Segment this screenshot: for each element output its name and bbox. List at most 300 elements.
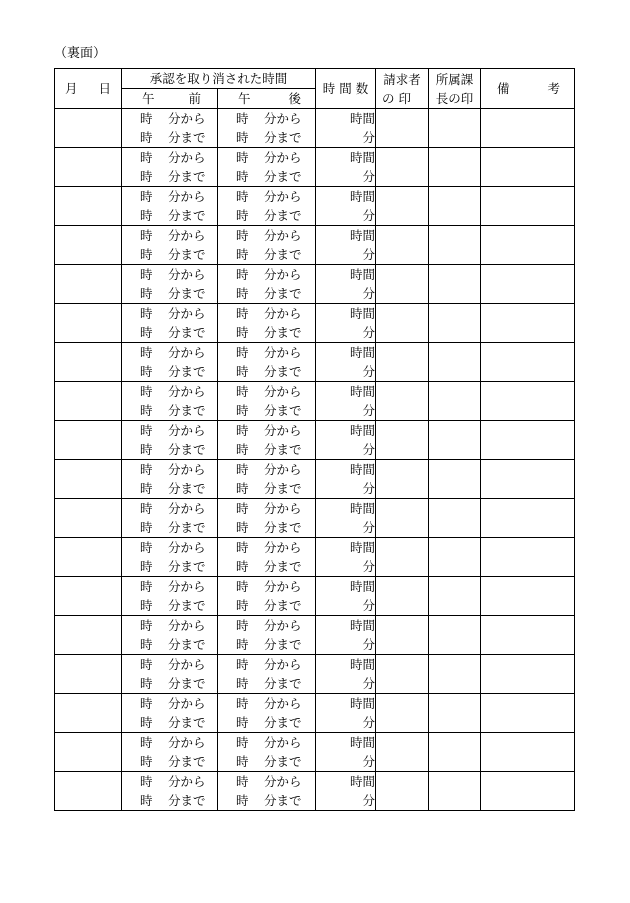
pm-time-cell[interactable] [218, 187, 316, 226]
am-time-cell[interactable] [122, 421, 218, 460]
am-time-cell[interactable] [122, 733, 218, 772]
header-requester-seal-in: 印 [398, 90, 412, 106]
minutes-from-label: 分から [168, 423, 206, 438]
requester-seal-cell[interactable] [376, 304, 429, 343]
time-until-line [218, 596, 315, 615]
hour-label: 時 [236, 774, 249, 789]
requester-seal-cell[interactable] [376, 655, 429, 694]
header-dept-chief-seal-line2: 長の印 [435, 90, 474, 106]
duration-hours-label: 時間 [350, 696, 376, 711]
minutes-until-label: 分まで [264, 481, 302, 496]
hour-label: 時 [140, 462, 153, 477]
header-date-day: 日 [98, 81, 111, 96]
pm-time-cell[interactable] [218, 109, 316, 148]
duration-hours-label: 時間 [350, 111, 376, 126]
header-cancelled-time: 承認を取り消された時間 [122, 69, 316, 89]
am-time-cell[interactable] [122, 148, 218, 187]
hour-label: 時 [236, 286, 249, 301]
time-until-line [122, 791, 217, 810]
time-from-line [122, 187, 217, 206]
time-until-line [122, 635, 217, 654]
pm-time-cell[interactable] [218, 460, 316, 499]
minutes-until-label: 分まで [264, 247, 302, 262]
am-time-cell[interactable] [122, 538, 218, 577]
minutes-from-label: 分から [264, 189, 302, 204]
time-until-line [218, 245, 315, 264]
requester-seal-cell[interactable] [376, 538, 429, 577]
date-cell[interactable] [55, 655, 122, 694]
time-from-line [122, 499, 217, 518]
time-from-line [122, 226, 217, 245]
duration-cell[interactable] [316, 343, 376, 382]
time-from-line [218, 148, 315, 167]
time-until-line [122, 713, 217, 732]
requester-seal-cell[interactable] [376, 577, 429, 616]
hour-label: 時 [236, 559, 249, 574]
time-from-line [122, 577, 217, 596]
time-until-line [218, 167, 315, 186]
date-cell[interactable] [55, 382, 122, 421]
dept-chief-seal-cell[interactable] [429, 265, 481, 304]
dept-chief-seal-cell[interactable] [429, 148, 481, 187]
remarks-cell[interactable] [481, 499, 575, 538]
duration-minutes-label: 分 [362, 559, 376, 574]
minutes-until-label: 分まで [264, 364, 302, 379]
time-from-line [122, 538, 217, 557]
time-from-line [218, 343, 315, 362]
remarks-cell[interactable] [481, 265, 575, 304]
duration-hours-label: 時間 [350, 774, 376, 789]
time-until-line [122, 440, 217, 459]
hour-label: 時 [140, 403, 153, 418]
minutes-from-label: 分から [264, 423, 302, 438]
time-until-line [122, 128, 217, 147]
duration-minutes-label: 分 [362, 130, 376, 145]
hour-label: 時 [140, 676, 153, 691]
minutes-from-label: 分から [168, 540, 206, 555]
requester-seal-cell[interactable] [376, 460, 429, 499]
dept-chief-seal-cell[interactable] [429, 226, 481, 265]
minutes-until-label: 分まで [264, 715, 302, 730]
minutes-from-label: 分から [168, 618, 206, 633]
minutes-from-label: 分から [168, 579, 206, 594]
hour-label: 時 [236, 169, 249, 184]
time-until-line [122, 518, 217, 537]
duration-minutes-label: 分 [362, 364, 376, 379]
time-from-line [122, 460, 217, 479]
am-time-cell[interactable] [122, 382, 218, 421]
pm-time-cell[interactable] [218, 538, 316, 577]
remarks-cell[interactable] [481, 304, 575, 343]
duration-cell[interactable] [316, 538, 376, 577]
header-remarks-bi: 備 [497, 81, 510, 96]
requester-seal-cell[interactable] [376, 109, 429, 148]
date-cell[interactable] [55, 499, 122, 538]
dept-chief-seal-cell[interactable] [429, 187, 481, 226]
requester-seal-cell[interactable] [376, 382, 429, 421]
time-until-line [122, 752, 217, 771]
pm-time-cell[interactable] [218, 265, 316, 304]
date-cell[interactable] [55, 772, 122, 811]
minutes-from-label: 分から [264, 345, 302, 360]
hour-label: 時 [236, 754, 249, 769]
time-until-line [122, 245, 217, 264]
remarks-cell[interactable] [481, 694, 575, 733]
am-time-cell[interactable] [122, 772, 218, 811]
pm-time-cell[interactable] [218, 421, 316, 460]
duration-cell[interactable] [316, 733, 376, 772]
minutes-until-label: 分まで [168, 793, 206, 808]
minutes-until-label: 分まで [168, 325, 206, 340]
date-cell[interactable] [55, 733, 122, 772]
time-until-line [218, 362, 315, 381]
hour-label: 時 [236, 325, 249, 340]
hour-label: 時 [140, 657, 153, 672]
hour-label: 時 [140, 715, 153, 730]
duration-hours-label: 時間 [350, 345, 376, 360]
time-until-line [218, 518, 315, 537]
dept-chief-seal-cell[interactable] [429, 421, 481, 460]
hour-label: 時 [236, 228, 249, 243]
minutes-until-label: 分まで [264, 793, 302, 808]
duration-cell[interactable] [316, 577, 376, 616]
am-time-cell[interactable] [122, 655, 218, 694]
date-cell[interactable] [55, 421, 122, 460]
time-from-line [218, 772, 315, 791]
minutes-from-label: 分から [168, 462, 206, 477]
time-until-line [122, 401, 217, 420]
duration-hours-label: 時間 [350, 384, 376, 399]
am-time-cell[interactable] [122, 616, 218, 655]
table-row [55, 460, 575, 499]
table-row [55, 499, 575, 538]
minutes-until-label: 分まで [168, 442, 206, 457]
hour-label: 時 [140, 130, 153, 145]
pm-time-cell[interactable] [218, 694, 316, 733]
duration-cell[interactable] [316, 382, 376, 421]
am-time-cell[interactable] [122, 187, 218, 226]
hour-label: 時 [236, 306, 249, 321]
remarks-cell[interactable] [481, 733, 575, 772]
hour-label: 時 [140, 793, 153, 808]
am-time-cell[interactable] [122, 109, 218, 148]
time-until-line [122, 362, 217, 381]
date-cell[interactable] [55, 460, 122, 499]
time-from-line [218, 109, 315, 128]
table-row [55, 772, 575, 811]
remarks-cell[interactable] [481, 109, 575, 148]
remarks-cell[interactable] [481, 382, 575, 421]
pm-time-cell[interactable] [218, 382, 316, 421]
minutes-until-label: 分まで [264, 754, 302, 769]
date-cell[interactable] [55, 694, 122, 733]
hour-label: 時 [140, 208, 153, 223]
time-from-line [218, 733, 315, 752]
remarks-cell[interactable] [481, 187, 575, 226]
am-time-cell[interactable] [122, 694, 218, 733]
duration-hours-label: 時間 [350, 462, 376, 477]
hour-label: 時 [140, 735, 153, 750]
hour-label: 時 [236, 481, 249, 496]
am-time-cell[interactable] [122, 343, 218, 382]
remarks-cell[interactable] [481, 577, 575, 616]
pm-time-cell[interactable] [218, 733, 316, 772]
pm-time-cell[interactable] [218, 148, 316, 187]
remarks-cell[interactable] [481, 460, 575, 499]
remarks-cell[interactable] [481, 421, 575, 460]
hour-label: 時 [140, 286, 153, 301]
time-until-line [122, 674, 217, 693]
dept-chief-seal-cell[interactable] [429, 538, 481, 577]
duration-cell[interactable] [316, 694, 376, 733]
header-hours-count: 時 間 数 [316, 69, 376, 109]
time-from-line [122, 421, 217, 440]
hour-label: 時 [236, 384, 249, 399]
minutes-from-label: 分から [168, 735, 206, 750]
hour-label: 時 [140, 169, 153, 184]
time-from-line [122, 655, 217, 674]
time-from-line [122, 343, 217, 362]
hour-label: 時 [236, 501, 249, 516]
minutes-until-label: 分まで [264, 637, 302, 652]
duration-cell[interactable] [316, 655, 376, 694]
header-remarks-kou: 考 [547, 81, 561, 96]
duration-cell[interactable] [316, 148, 376, 187]
date-cell[interactable] [55, 343, 122, 382]
header-requester-seal [376, 69, 429, 109]
minutes-until-label: 分まで [168, 286, 206, 301]
minutes-until-label: 分まで [168, 520, 206, 535]
hour-label: 時 [140, 189, 153, 204]
dept-chief-seal-cell[interactable] [429, 343, 481, 382]
requester-seal-cell[interactable] [376, 733, 429, 772]
minutes-until-label: 分まで [168, 130, 206, 145]
hour-label: 時 [236, 364, 249, 379]
pm-time-cell[interactable] [218, 655, 316, 694]
hour-label: 時 [140, 111, 153, 126]
requester-seal-cell[interactable] [376, 265, 429, 304]
date-cell[interactable] [55, 538, 122, 577]
header-requester-seal-line2 [376, 89, 428, 108]
date-cell[interactable] [55, 265, 122, 304]
hour-label: 時 [140, 345, 153, 360]
header-remarks [481, 69, 575, 109]
duration-cell[interactable] [316, 421, 376, 460]
duration-hours-label: 時間 [350, 228, 376, 243]
minutes-until-label: 分まで [264, 520, 302, 535]
minutes-from-label: 分から [168, 696, 206, 711]
duration-cell[interactable] [316, 187, 376, 226]
minutes-until-label: 分まで [168, 364, 206, 379]
dept-chief-seal-cell[interactable] [429, 460, 481, 499]
duration-cell[interactable] [316, 772, 376, 811]
duration-minutes-label: 分 [362, 403, 376, 418]
dept-chief-seal-cell[interactable] [429, 694, 481, 733]
pm-time-cell[interactable] [218, 577, 316, 616]
duration-cell[interactable] [316, 109, 376, 148]
hour-label: 時 [236, 637, 249, 652]
hour-label: 時 [140, 696, 153, 711]
hour-label: 時 [236, 676, 249, 691]
minutes-until-label: 分まで [264, 325, 302, 340]
time-until-line [122, 479, 217, 498]
minutes-from-label: 分から [264, 267, 302, 282]
date-cell[interactable] [55, 226, 122, 265]
pm-time-cell[interactable] [218, 304, 316, 343]
remarks-cell[interactable] [481, 538, 575, 577]
header-dept-chief-seal-line1: 所属課 [435, 71, 474, 87]
minutes-from-label: 分から [264, 579, 302, 594]
pm-time-cell[interactable] [218, 772, 316, 811]
remarks-cell[interactable] [481, 343, 575, 382]
duration-cell[interactable] [316, 226, 376, 265]
am-time-cell[interactable] [122, 226, 218, 265]
hour-label: 時 [140, 228, 153, 243]
am-time-cell[interactable] [122, 304, 218, 343]
date-cell[interactable] [55, 616, 122, 655]
hour-label: 時 [140, 150, 153, 165]
requester-seal-cell[interactable] [376, 148, 429, 187]
table-row [55, 577, 575, 616]
requester-seal-cell[interactable] [376, 343, 429, 382]
pm-time-cell[interactable] [218, 499, 316, 538]
dept-chief-seal-cell[interactable] [429, 733, 481, 772]
hour-label: 時 [140, 559, 153, 574]
date-cell[interactable] [55, 577, 122, 616]
hour-label: 時 [236, 130, 249, 145]
time-until-line [218, 557, 315, 576]
header-am-zen: 前 [188, 91, 201, 106]
minutes-from-label: 分から [168, 774, 206, 789]
date-cell[interactable] [55, 109, 122, 148]
requester-seal-cell[interactable] [376, 187, 429, 226]
hour-label: 時 [236, 598, 249, 613]
duration-minutes-label: 分 [362, 325, 376, 340]
remarks-cell[interactable] [481, 772, 575, 811]
dept-chief-seal-cell[interactable] [429, 499, 481, 538]
am-time-cell[interactable] [122, 499, 218, 538]
hour-label: 時 [236, 657, 249, 672]
remarks-cell[interactable] [481, 616, 575, 655]
time-until-line [218, 479, 315, 498]
requester-seal-cell[interactable] [376, 421, 429, 460]
pm-time-cell[interactable] [218, 226, 316, 265]
remarks-cell[interactable] [481, 226, 575, 265]
header-am [122, 89, 218, 109]
date-cell[interactable] [55, 187, 122, 226]
hour-label: 時 [236, 345, 249, 360]
date-cell[interactable] [55, 148, 122, 187]
duration-minutes-label: 分 [362, 169, 376, 184]
minutes-until-label: 分まで [168, 481, 206, 496]
minutes-until-label: 分まで [264, 442, 302, 457]
duration-cell[interactable] [316, 499, 376, 538]
time-from-line [122, 616, 217, 635]
time-from-line [218, 577, 315, 596]
requester-seal-cell[interactable] [376, 772, 429, 811]
minutes-from-label: 分から [168, 657, 206, 672]
table-row [55, 109, 575, 148]
time-from-line [218, 265, 315, 284]
dept-chief-seal-cell[interactable] [429, 382, 481, 421]
table-row [55, 655, 575, 694]
page-side-label: （裏面） [54, 46, 107, 61]
time-from-line [218, 499, 315, 518]
duration-cell[interactable] [316, 304, 376, 343]
date-cell[interactable] [55, 304, 122, 343]
minutes-from-label: 分から [168, 111, 206, 126]
dept-chief-seal-cell[interactable] [429, 616, 481, 655]
minutes-until-label: 分まで [168, 598, 206, 613]
time-from-line [218, 460, 315, 479]
dept-chief-seal-cell[interactable] [429, 655, 481, 694]
hour-label: 時 [140, 520, 153, 535]
hour-label: 時 [140, 306, 153, 321]
duration-cell[interactable] [316, 265, 376, 304]
remarks-cell[interactable] [481, 148, 575, 187]
dept-chief-seal-cell[interactable] [429, 772, 481, 811]
duration-minutes-label: 分 [362, 793, 376, 808]
duration-hours-label: 時間 [350, 306, 376, 321]
dept-chief-seal-cell[interactable] [429, 577, 481, 616]
hour-label: 時 [140, 442, 153, 457]
am-time-cell[interactable] [122, 577, 218, 616]
minutes-from-label: 分から [264, 111, 302, 126]
duration-cell[interactable] [316, 616, 376, 655]
duration-hours-label: 時間 [350, 150, 376, 165]
time-from-line [218, 304, 315, 323]
hour-label: 時 [140, 325, 153, 340]
minutes-from-label: 分から [264, 501, 302, 516]
pm-time-cell[interactable] [218, 343, 316, 382]
duration-cell[interactable] [316, 460, 376, 499]
pm-time-cell[interactable] [218, 616, 316, 655]
time-from-line [218, 382, 315, 401]
header-date-month: 月 [65, 81, 78, 96]
requester-seal-cell[interactable] [376, 226, 429, 265]
minutes-from-label: 分から [168, 189, 206, 204]
hour-label: 時 [236, 423, 249, 438]
requester-seal-cell[interactable] [376, 694, 429, 733]
minutes-from-label: 分から [264, 774, 302, 789]
time-from-line [122, 694, 217, 713]
time-until-line [218, 440, 315, 459]
minutes-until-label: 分まで [168, 169, 206, 184]
minutes-from-label: 分から [264, 462, 302, 477]
time-until-line [122, 167, 217, 186]
remarks-cell[interactable] [481, 655, 575, 694]
table-row [55, 421, 575, 460]
requester-seal-cell[interactable] [376, 499, 429, 538]
time-from-line [218, 421, 315, 440]
am-time-cell[interactable] [122, 265, 218, 304]
hour-label: 時 [140, 618, 153, 633]
am-time-cell[interactable] [122, 460, 218, 499]
dept-chief-seal-cell[interactable] [429, 109, 481, 148]
hour-label: 時 [236, 696, 249, 711]
dept-chief-seal-cell[interactable] [429, 304, 481, 343]
hour-label: 時 [236, 111, 249, 126]
time-until-line [218, 128, 315, 147]
time-until-line [218, 284, 315, 303]
minutes-until-label: 分まで [168, 754, 206, 769]
duration-minutes-label: 分 [362, 520, 376, 535]
minutes-until-label: 分まで [264, 286, 302, 301]
minutes-until-label: 分まで [264, 130, 302, 145]
requester-seal-cell[interactable] [376, 616, 429, 655]
hour-label: 時 [140, 540, 153, 555]
minutes-until-label: 分まで [168, 208, 206, 223]
